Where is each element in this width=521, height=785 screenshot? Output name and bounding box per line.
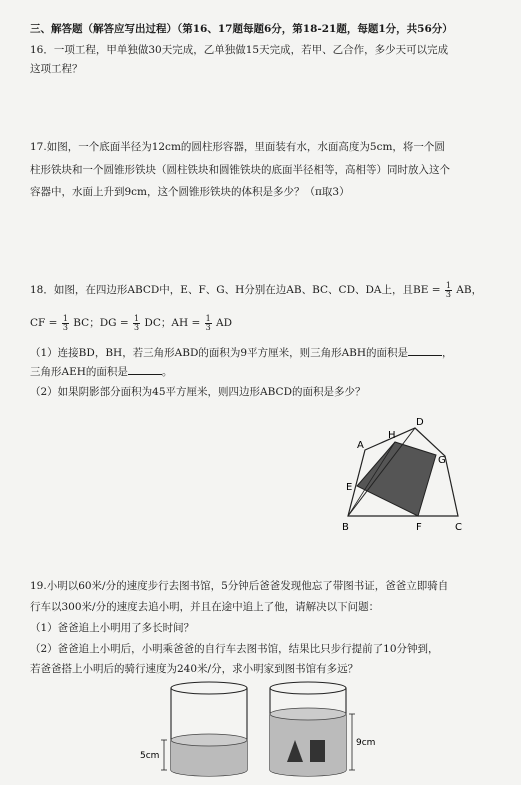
q18-part1-end: ， [442, 347, 453, 359]
label-f: F [416, 522, 422, 533]
q18-cf-label: CF = [30, 317, 58, 329]
section-heading: 三、解答题（解答应写出过程）（第16、17题每题6分，第18-21题，每题1分，共56分） [30, 23, 453, 35]
left-water-height-label: 5cm [140, 751, 160, 761]
containers-figure [140, 678, 380, 785]
q18-cf-text: BC；DG = [73, 317, 129, 329]
q18-part1-line2-text: 三角形AEH的面积是 [30, 366, 128, 378]
fraction-one-third: $\frac{1}{3}$ [62, 314, 68, 332]
q19-part1: （1）爸爸追上小明用了多长时间？ [30, 622, 195, 634]
q17-line2: 柱形铁块和一个圆锥形铁块（圆柱铁块和圆锥铁块的底面半径相等，高相等）同时放入这个 [30, 164, 450, 176]
q18-part1-line1 [30, 346, 507, 360]
q18-line2 [30, 314, 507, 332]
q16-line1: 16．一项工程，甲单独做30天完成，乙单独做15天完成，若甲、乙合作，多少天可以完成 [30, 44, 449, 56]
q18-part2: （2）如果阴影部分面积为45平方厘米，则四边形ABCD的面积是多少？ [30, 386, 366, 398]
right-container [270, 682, 375, 776]
fraction-one-third: $\frac{1}{3}$ [445, 281, 451, 299]
fraction-one-third: $\frac{1}{3}$ [133, 314, 140, 332]
cylinder-shape [310, 740, 325, 762]
fraction-one-third: $\frac{1}{3}$ [205, 314, 211, 332]
q18-ah-text: AD [216, 317, 233, 329]
q18-line1-end: AB， [456, 284, 483, 296]
q19-part2-line2: 若爸爸搭上小明后的骑行速度为240米/分，求小明家到图书馆有多远？ [30, 663, 359, 675]
q17-line1: 17.如图，一个底面半径为12cm的圆柱形容器，里面装有水，水面高度为5cm，将一个圆 [30, 141, 445, 153]
quadrilateral-figure [330, 408, 480, 538]
answer-blank[interactable] [408, 346, 442, 356]
left-container [140, 682, 247, 776]
label-g: G [438, 455, 446, 466]
q17-line3: 容器中，水面上升到9cm，这个圆锥形铁块的体积是多少？（π取3） [30, 186, 350, 198]
q19-line1: 19.小明以60米/分的速度步行去图书馆，5分钟后爸爸发现他忘了带图书证，爸爸立即骑自 [30, 580, 449, 592]
q19-part2-line1: （2）爸爸追上小明后，小明乘爸爸的自行车去图书馆，结果比只步行提前了10分钟到， [30, 643, 439, 655]
label-e: E [346, 482, 353, 493]
q16-line2: 这项工程？ [30, 63, 83, 75]
label-d: D [416, 417, 424, 428]
q18-part1-text: （1）连接BD，BH，若三角形ABD的面积为9平方厘米，则三角形ABH的面积是 [30, 347, 409, 359]
q18-line1 [30, 281, 507, 299]
q18-dg-text: DC；AH = [144, 317, 201, 329]
label-h: H [388, 430, 396, 441]
answer-blank[interactable] [128, 365, 162, 375]
q18-line1-text: 18．如图，在四边形ABCD中，E、F、G、H分别在边AB、BC、CD、DA上，且BE = [30, 284, 441, 296]
label-b: B [342, 522, 349, 533]
right-water-height-label: 9cm [356, 738, 376, 748]
q19-line2: 行车以300米/分的速度去追小明，并且在途中追上了他，请解决以下问题： [30, 601, 380, 613]
label-a: A [357, 440, 364, 451]
q18-part1-line2 [30, 365, 507, 379]
label-c: C [455, 522, 462, 533]
q18-part1-line2-end: 。 [161, 366, 173, 378]
